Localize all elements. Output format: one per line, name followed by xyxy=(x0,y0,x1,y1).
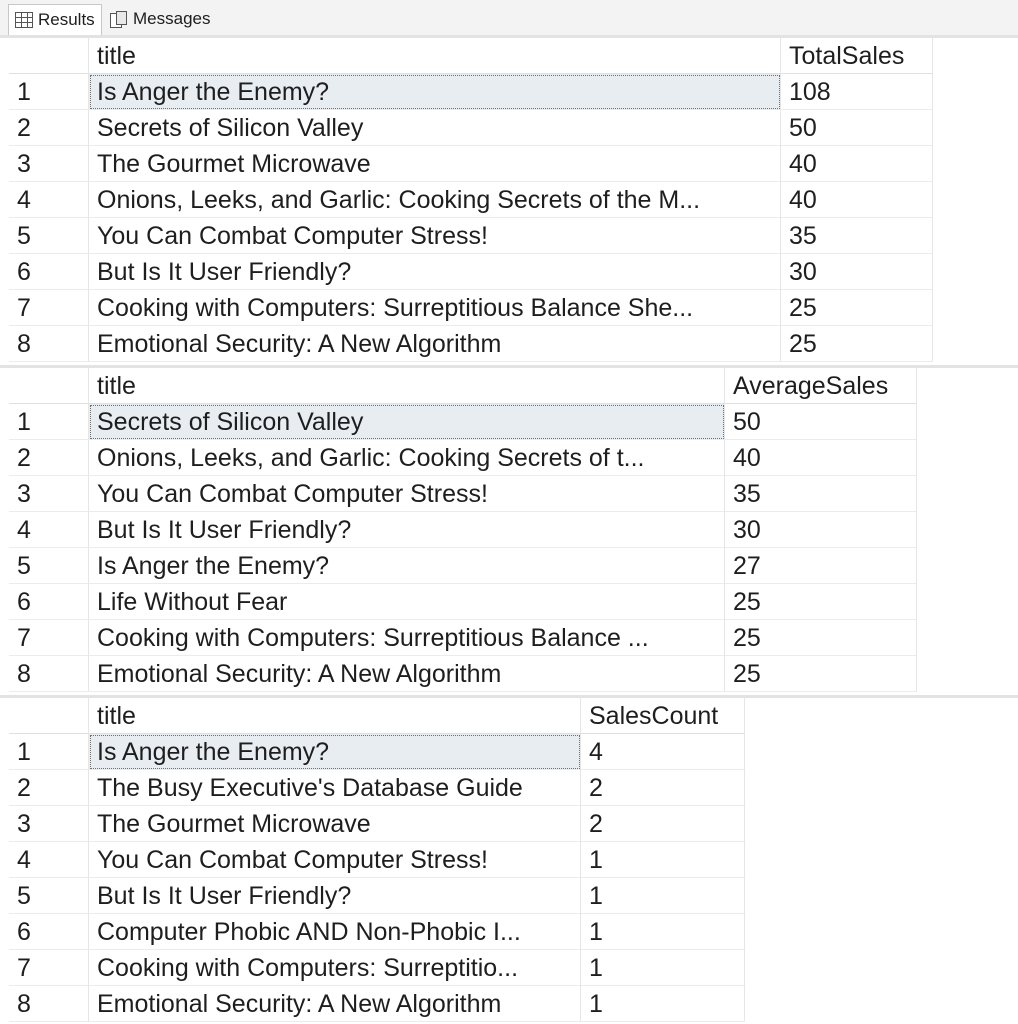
column-header-value[interactable]: TotalSales xyxy=(781,38,933,74)
title-cell[interactable]: But Is It User Friendly? xyxy=(89,512,725,548)
table-row[interactable] xyxy=(9,584,917,620)
row-number[interactable]: 6 xyxy=(9,914,89,950)
grid-icon xyxy=(15,12,33,28)
table-row[interactable] xyxy=(9,110,933,146)
title-cell[interactable]: The Gourmet Microwave xyxy=(89,806,581,842)
table-row[interactable] xyxy=(9,878,745,914)
table-row[interactable] xyxy=(9,914,745,950)
row-number[interactable]: 5 xyxy=(9,878,89,914)
row-number[interactable]: 1 xyxy=(9,74,89,110)
row-number[interactable]: 6 xyxy=(9,254,89,290)
title-cell[interactable]: The Gourmet Microwave xyxy=(89,146,781,182)
tab-results-label: Results xyxy=(38,10,95,29)
value-cell[interactable]: 50 xyxy=(725,404,917,440)
corner-cell[interactable] xyxy=(9,38,89,74)
title-cell[interactable]: Onions, Leeks, and Garlic: Cooking Secrets of t... xyxy=(89,440,725,476)
title-cell[interactable]: Emotional Security: A New Algorithm xyxy=(89,986,581,1022)
value-cell[interactable]: 25 xyxy=(725,620,917,656)
table-row[interactable] xyxy=(9,476,917,512)
value-cell[interactable]: 1 xyxy=(581,950,745,986)
row-number[interactable]: 8 xyxy=(9,656,89,692)
header-row xyxy=(9,698,745,734)
row-number[interactable]: 4 xyxy=(9,842,89,878)
value-cell[interactable]: 4 xyxy=(581,734,745,770)
results-tab-bar xyxy=(0,0,1018,36)
table-row[interactable] xyxy=(9,656,917,692)
row-number[interactable]: 2 xyxy=(9,770,89,806)
value-cell[interactable]: 25 xyxy=(725,656,917,692)
table-row[interactable] xyxy=(9,404,917,440)
value-cell[interactable]: 25 xyxy=(781,290,933,326)
title-cell[interactable]: Is Anger the Enemy? xyxy=(89,74,781,110)
row-number[interactable]: 5 xyxy=(9,218,89,254)
table-row[interactable] xyxy=(9,290,933,326)
row-number[interactable]: 3 xyxy=(9,806,89,842)
table-row[interactable] xyxy=(9,512,917,548)
table-row[interactable] xyxy=(9,770,745,806)
tab-messages-label: Messages xyxy=(133,9,211,28)
table-row[interactable] xyxy=(9,734,745,770)
title-cell[interactable]: You Can Combat Computer Stress! xyxy=(89,476,725,512)
row-number[interactable]: 7 xyxy=(9,950,89,986)
header-row xyxy=(9,38,933,74)
table-row[interactable] xyxy=(9,806,745,842)
row-number[interactable]: 8 xyxy=(9,986,89,1022)
row-number[interactable]: 3 xyxy=(9,146,89,182)
column-header-value[interactable]: SalesCount xyxy=(581,698,745,734)
title-cell[interactable]: Emotional Security: A New Algorithm xyxy=(89,656,725,692)
messages-icon xyxy=(110,11,128,27)
title-cell[interactable]: Is Anger the Enemy? xyxy=(89,734,581,770)
row-number[interactable]: 3 xyxy=(9,476,89,512)
title-cell[interactable]: Is Anger the Enemy? xyxy=(89,548,725,584)
result-grid-1 xyxy=(0,35,1018,365)
column-header-value[interactable]: AverageSales xyxy=(725,368,917,404)
table-row[interactable] xyxy=(9,548,917,584)
tab-results[interactable] xyxy=(8,4,102,35)
title-cell[interactable]: Secrets of Silicon Valley xyxy=(89,404,725,440)
row-number[interactable]: 7 xyxy=(9,620,89,656)
table-row[interactable] xyxy=(9,146,933,182)
title-cell[interactable]: Computer Phobic AND Non-Phobic I... xyxy=(89,914,581,950)
title-cell[interactable]: Cooking with Computers: Surreptitio... xyxy=(89,950,581,986)
table-row[interactable] xyxy=(9,842,745,878)
value-cell[interactable]: 25 xyxy=(725,584,917,620)
value-cell[interactable]: 40 xyxy=(725,440,917,476)
row-number[interactable]: 2 xyxy=(9,440,89,476)
value-cell[interactable]: 2 xyxy=(581,806,745,842)
value-cell[interactable]: 2 xyxy=(581,770,745,806)
tab-messages[interactable] xyxy=(110,4,210,34)
table-row[interactable] xyxy=(9,74,933,110)
column-header-title[interactable]: title xyxy=(89,38,781,74)
value-cell[interactable]: 35 xyxy=(725,476,917,512)
column-header-title[interactable]: title xyxy=(89,698,581,734)
title-cell[interactable]: Cooking with Computers: Surreptitious Balance ... xyxy=(89,620,725,656)
table-row[interactable] xyxy=(9,986,745,1022)
row-number[interactable]: 5 xyxy=(9,548,89,584)
column-header-title[interactable]: title xyxy=(89,368,725,404)
row-number[interactable]: 1 xyxy=(9,734,89,770)
title-cell[interactable]: You Can Combat Computer Stress! xyxy=(89,842,581,878)
value-cell[interactable]: 1 xyxy=(581,914,745,950)
value-cell[interactable]: 40 xyxy=(781,182,933,218)
title-cell[interactable]: Life Without Fear xyxy=(89,584,725,620)
value-cell[interactable]: 108 xyxy=(781,74,933,110)
title-cell[interactable]: Emotional Security: A New Algorithm xyxy=(89,326,781,362)
title-cell[interactable]: The Busy Executive's Database Guide xyxy=(89,770,581,806)
title-cell[interactable]: Secrets of Silicon Valley xyxy=(89,110,781,146)
corner-cell[interactable] xyxy=(9,698,89,734)
table-row[interactable] xyxy=(9,620,917,656)
result-grid-2 xyxy=(0,365,1018,695)
value-cell[interactable]: 27 xyxy=(725,548,917,584)
title-cell[interactable]: You Can Combat Computer Stress! xyxy=(89,218,781,254)
table-row[interactable] xyxy=(9,326,933,362)
title-cell[interactable]: But Is It User Friendly? xyxy=(89,878,581,914)
value-cell[interactable]: 30 xyxy=(725,512,917,548)
title-cell[interactable]: Onions, Leeks, and Garlic: Cooking Secrets of the M... xyxy=(89,182,781,218)
corner-cell[interactable] xyxy=(9,368,89,404)
value-cell[interactable]: 1 xyxy=(581,986,745,1022)
row-number[interactable]: 7 xyxy=(9,290,89,326)
row-number[interactable]: 2 xyxy=(9,110,89,146)
table-row[interactable] xyxy=(9,950,745,986)
title-cell[interactable]: Cooking with Computers: Surreptitious Balance She... xyxy=(89,290,781,326)
value-cell[interactable]: 25 xyxy=(781,326,933,362)
table-row[interactable] xyxy=(9,440,917,476)
value-cell[interactable]: 30 xyxy=(781,254,933,290)
table-row[interactable] xyxy=(9,218,933,254)
row-number[interactable]: 1 xyxy=(9,404,89,440)
value-cell[interactable]: 35 xyxy=(781,218,933,254)
header-row xyxy=(9,368,917,404)
table-row[interactable] xyxy=(9,182,933,218)
row-number[interactable]: 4 xyxy=(9,512,89,548)
result-grid-3 xyxy=(0,695,1018,1024)
value-cell[interactable]: 50 xyxy=(781,110,933,146)
row-number[interactable]: 8 xyxy=(9,326,89,362)
row-number[interactable]: 6 xyxy=(9,584,89,620)
value-cell[interactable]: 1 xyxy=(581,842,745,878)
table-row[interactable] xyxy=(9,254,933,290)
value-cell[interactable]: 1 xyxy=(581,878,745,914)
value-cell[interactable]: 40 xyxy=(781,146,933,182)
title-cell[interactable]: But Is It User Friendly? xyxy=(89,254,781,290)
row-number[interactable]: 4 xyxy=(9,182,89,218)
